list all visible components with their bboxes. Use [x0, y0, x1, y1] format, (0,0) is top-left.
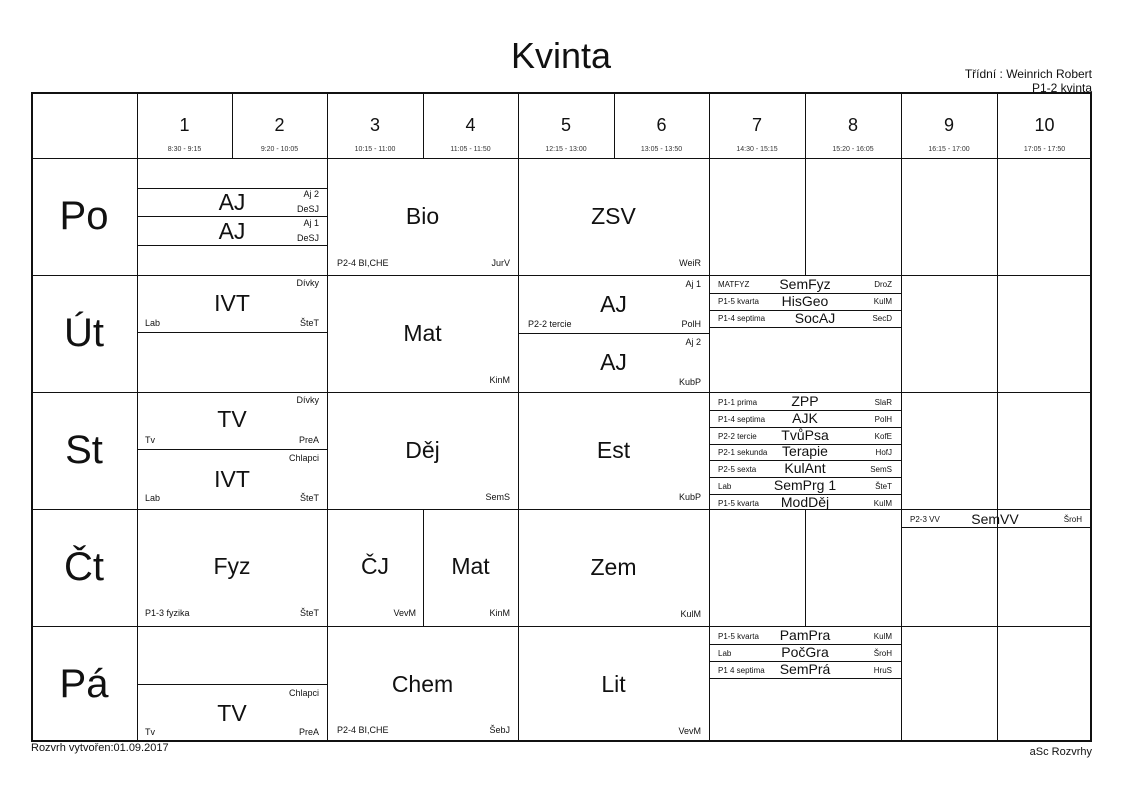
lesson-teacher: KubP — [678, 377, 701, 387]
seminar-teacher: PolH — [874, 415, 892, 424]
lesson-teacher: KubP — [678, 492, 701, 502]
grid-line — [518, 333, 709, 334]
lesson-room: P2-4 BI,CHE — [337, 725, 389, 735]
seminar-subject: Terapie — [782, 443, 828, 459]
lesson-teacher: VevM — [678, 726, 701, 736]
period-number: 2 — [274, 115, 285, 135]
seminar-room: P1-5 kvarta — [718, 632, 759, 641]
period-number: 4 — [465, 115, 476, 135]
lesson-group: Aj 2 — [303, 189, 319, 199]
class-room: P1-2 kvinta — [1031, 81, 1092, 95]
seminar-teacher: KulM — [873, 632, 892, 641]
seminar-subject: PočGra — [781, 644, 829, 660]
seminar-subject: SocAJ — [794, 310, 836, 326]
lesson-group: Dívky — [296, 395, 319, 405]
seminar-room: P2-3 VV — [910, 515, 940, 524]
period-time: 11:05 - 11:50 — [450, 146, 491, 153]
grid-line — [805, 509, 806, 626]
grid-line — [31, 392, 1092, 393]
seminar-teacher: KulM — [873, 499, 892, 508]
lesson-room: Lab — [145, 493, 161, 503]
seminar-room: Lab — [718, 649, 732, 658]
lesson-subject: Mat — [403, 320, 442, 346]
lesson-subject: ČJ — [360, 553, 390, 579]
seminar-subject: HisGeo — [781, 293, 829, 309]
seminar-subject: KulAnt — [784, 460, 826, 476]
lesson-subject: Zem — [590, 554, 637, 580]
lesson-teacher: VevM — [393, 608, 416, 618]
seminar-subject: ZPP — [791, 393, 819, 409]
period-time: 13:05 - 13:50 — [640, 146, 683, 153]
lesson-teacher: PreA — [298, 435, 319, 445]
lesson-group: Aj 2 — [685, 337, 701, 347]
seminar-room: P2-2 tercie — [718, 432, 757, 441]
seminar-room: P1 4 septima — [718, 666, 765, 675]
lesson-subject: AJ — [218, 218, 246, 244]
lesson-room: Tv — [145, 435, 155, 445]
lesson-subject: Mat — [451, 553, 490, 579]
seminar-room: P2-5 sexta — [718, 465, 757, 474]
lesson-subject: Lit — [601, 671, 626, 697]
period-time: 17:05 - 17:50 — [1023, 146, 1066, 153]
grid-line — [901, 527, 1092, 528]
period-time: 14:30 - 15:15 — [736, 146, 778, 153]
lesson-subject: Děj — [405, 437, 440, 463]
seminar-teacher: ŠroH — [873, 649, 892, 658]
lesson-group: Chlapci — [288, 688, 319, 698]
page-title: Kvinta — [510, 35, 612, 76]
period-number: 9 — [943, 115, 954, 135]
grid-line — [137, 332, 327, 333]
seminar-teacher: DroZ — [874, 280, 892, 289]
seminar-subject: ModDěj — [780, 494, 830, 510]
lesson-teacher: ŠteT — [299, 318, 319, 328]
lesson-group: Aj 1 — [303, 218, 319, 228]
seminar-subject: SemFyz — [779, 276, 831, 292]
lesson-room: P2-2 tercie — [528, 319, 572, 329]
lesson-subject: Est — [596, 437, 631, 463]
lesson-subject: AJ — [600, 291, 627, 317]
seminar-teacher: KulM — [873, 297, 892, 306]
lesson-teacher: KinM — [489, 375, 510, 385]
lesson-teacher: KulM — [680, 609, 701, 619]
period-time: 10:15 - 11:00 — [354, 146, 396, 153]
seminar-room: P1-4 septima — [718, 415, 766, 424]
lesson-subject: ZSV — [591, 203, 636, 229]
seminar-teacher: SecD — [872, 314, 892, 323]
seminar-teacher: HruS — [873, 666, 892, 675]
lesson-teacher: JurV — [491, 258, 510, 268]
grid-line — [31, 509, 1092, 510]
lesson-group: Aj 1 — [685, 279, 701, 289]
grid-line — [518, 92, 519, 742]
lesson-subject: Chem — [391, 671, 454, 697]
seminar-subject: SemPrg 1 — [773, 477, 837, 493]
seminar-teacher: KofE — [874, 432, 892, 441]
seminar-room: P1-5 kvarta — [718, 499, 759, 508]
lesson-subject: IVT — [214, 290, 250, 316]
seminar-teacher: ŠroH — [1063, 515, 1082, 524]
day-label: Po — [59, 194, 109, 238]
seminar-room: P1-1 prima — [718, 398, 758, 407]
seminar-teacher: ŠteT — [875, 482, 892, 491]
period-time: 16:15 - 17:00 — [928, 146, 970, 153]
lesson-teacher: DeSJ — [296, 204, 319, 214]
grid-line — [31, 275, 1092, 276]
grid-line — [31, 626, 1092, 627]
seminar-room: MATFYZ — [718, 280, 750, 289]
seminar-subject: TvůPsa — [781, 427, 829, 443]
lesson-group: Dívky — [296, 278, 319, 288]
grid-line — [31, 158, 1092, 159]
day-label: St — [65, 428, 103, 472]
seminar-subject: AJK — [792, 410, 818, 426]
lesson-room: P2-4 BI,CHE — [337, 258, 389, 268]
period-time: 15:20 - 16:05 — [832, 146, 874, 153]
period-number: 5 — [560, 115, 571, 135]
grid-line — [997, 92, 998, 742]
seminar-teacher: SemS — [870, 465, 892, 474]
grid-line — [709, 327, 901, 328]
seminar-teacher: HofJ — [875, 448, 892, 457]
grid-line — [137, 245, 327, 246]
grid-line — [137, 449, 327, 450]
seminar-subject: PamPra — [779, 627, 831, 643]
lesson-teacher: DeSJ — [296, 233, 319, 243]
grid-line — [137, 216, 327, 217]
grid-line — [137, 684, 327, 685]
footer-brand: aSc Rozvrhy — [1029, 746, 1092, 758]
day-label: Út — [64, 311, 104, 355]
lesson-subject: TV — [217, 406, 247, 432]
period-time: 9:20 - 10:05 — [260, 146, 299, 153]
lesson-teacher: PolH — [681, 319, 701, 329]
period-number: 3 — [369, 115, 380, 135]
seminar-teacher: SlaR — [874, 398, 892, 407]
footer-created: Rozvrh vytvořen:01.09.2017 — [31, 742, 169, 754]
class-teacher: Třídní : Weinrich Robert — [964, 67, 1092, 81]
lesson-subject: IVT — [214, 466, 250, 492]
grid-line — [901, 92, 902, 742]
lesson-teacher: ŠteT — [299, 608, 319, 618]
lesson-teacher: WeiR — [679, 258, 701, 268]
grid-line — [709, 678, 901, 679]
period-number: 6 — [656, 115, 667, 135]
lesson-subject: AJ — [600, 349, 627, 375]
seminar-subject: SemPrá — [779, 661, 831, 677]
period-number: 10 — [1034, 115, 1055, 135]
day-label: Čt — [64, 545, 104, 589]
grid-line — [805, 158, 806, 275]
period-time: 12:15 - 13:00 — [545, 146, 587, 153]
lesson-subject: Fyz — [213, 553, 251, 579]
seminar-room: P2-1 sekunda — [718, 448, 768, 457]
lesson-room: Lab — [145, 318, 161, 328]
seminar-subject: SemVV — [971, 511, 1019, 527]
seminar-room: P1-4 septima — [718, 314, 766, 323]
lesson-room: Tv — [145, 727, 155, 737]
seminar-room: Lab — [718, 482, 732, 491]
lesson-teacher: ŠteT — [299, 493, 319, 503]
period-number: 8 — [847, 115, 858, 135]
lesson-teacher: SemS — [485, 492, 510, 502]
lesson-teacher: PreA — [298, 727, 319, 737]
lesson-room: P1-3 fyzika — [145, 608, 190, 618]
lesson-teacher: ŠebJ — [489, 725, 510, 735]
grid-line — [327, 92, 328, 742]
lesson-subject: TV — [217, 700, 247, 726]
period-number: 7 — [751, 115, 762, 135]
lesson-subject: Bio — [405, 203, 440, 229]
lesson-group: Chlapci — [288, 453, 319, 463]
period-time: 8:30 - 9:15 — [167, 146, 202, 153]
period-number: 1 — [179, 115, 190, 135]
lesson-teacher: KinM — [489, 608, 510, 618]
lesson-subject: AJ — [218, 189, 246, 215]
day-label: Pá — [59, 662, 109, 706]
seminar-room: P1-5 kvarta — [718, 297, 759, 306]
